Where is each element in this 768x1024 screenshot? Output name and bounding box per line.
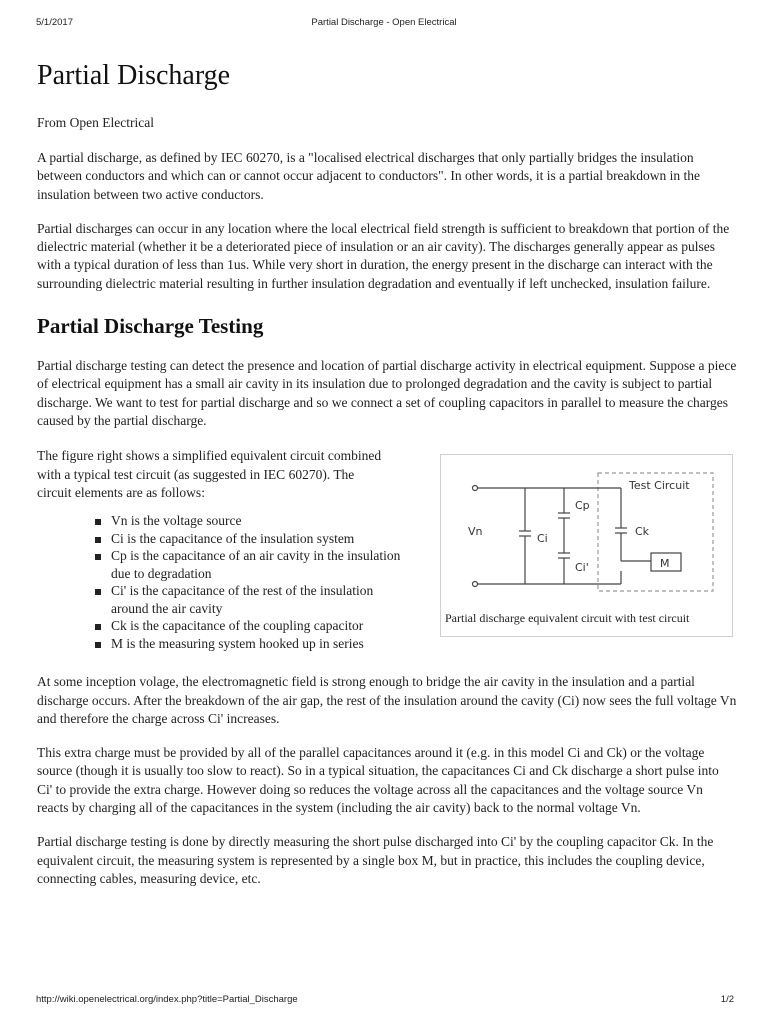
cp-label: Cp xyxy=(575,499,590,513)
list-item: Ck is the capacitance of the coupling capacitor xyxy=(95,617,407,635)
figure-caption: Partial discharge equivalent circuit with test circuit xyxy=(445,611,690,626)
circuit-elements-list xyxy=(37,512,407,652)
extra-charge-paragraph: This extra charge must be provided by all of the parallel capacitances around it (e.g. in this model Ci and Ck) or the voltage source (though it is usually too slow to react). So in a typical situation, the capacitances Ci and Ck discharge a short pulse into Ci' to provide the extra charge. However doing so reduces the voltage across all the capacitances and the voltage source Vn reacts by charging all of the capacitances in the system (including the air cavity) back to the normal voltage Vn. xyxy=(37,745,719,816)
section-heading: Partial Discharge Testing xyxy=(37,314,264,339)
page-title: Partial Discharge xyxy=(37,60,231,91)
list-item: M is the measuring system hooked up in series xyxy=(95,635,407,653)
top-terminal xyxy=(473,486,478,491)
list-item: Ci is the capacitance of the insulation system xyxy=(95,530,407,548)
figure-section xyxy=(37,447,737,673)
test-circuit-label: Test Circuit xyxy=(629,479,690,493)
ci-prime-label: Ci' xyxy=(575,561,589,575)
article-content xyxy=(37,58,737,888)
circuit-diagram xyxy=(441,455,730,610)
bottom-terminal xyxy=(473,582,478,587)
page-number: 1/2 xyxy=(720,994,734,1005)
testing-paragraph: Partial discharge testing can detect the presence and location of partial discharge activity in electrical equipment. Suppose a piece of electrical equipment has a small air cavity in its insulation due to prolonged degradation and the cavity is subject to partial discharge. We want to test for partial discharge and so we connect a set of coupling capacitors in parallel to measure the charges caused by the partial discharge. xyxy=(37,358,737,428)
site-subtitle: From Open Electrical xyxy=(37,115,154,130)
print-title: Partial Discharge - Open Electrical xyxy=(311,17,457,28)
vn-label: Vn xyxy=(468,525,483,539)
print-url: http://wiki.openelectrical.org/index.php?title=Partial_Discharge xyxy=(36,994,298,1005)
intro-paragraph-1: A partial discharge, as defined by IEC 60270, is a "localised electrical discharges that only partially bridges the insulation between conductors and which can or cannot occur adjacent to conductors". In other words, it is a partial breakdown in the insulation between two active conductors. xyxy=(37,150,701,202)
figure-intro-paragraph: The figure right shows a simplified equivalent circuit combined with a typical test circuit (as suggested in IEC 60270). The circuit elements are as follows: xyxy=(37,448,382,500)
figure-description xyxy=(37,447,407,652)
list-item: Ci' is the capacitance of the rest of the insulation around the air cavity xyxy=(95,582,407,617)
ci-label: Ci xyxy=(537,532,548,546)
m-label: M xyxy=(660,557,670,571)
print-date: 5/1/2017 xyxy=(36,17,73,28)
circuit-figure xyxy=(440,454,733,637)
measuring-paragraph: Partial discharge testing is done by directly measuring the short pulse discharged into Ci' by the coupling capacitor Ck. In the equivalent circuit, the measuring system is represented by a single box M, but in practice, this includes the coupling device, connecting cables, measuring device, etc. xyxy=(37,834,714,886)
inception-paragraph: At some inception volage, the electromagnetic field is strong enough to bridge the air cavity in the insulation and a partial discharge occurs. After the breakdown of the air gap, the rest of the insulation around the cavity (Ci) now sees the full voltage Vn and therefore the charge across Ci' increases. xyxy=(37,674,737,726)
list-item: Cp is the capacitance of an air cavity in the insulation due to degradation xyxy=(95,547,407,582)
intro-paragraph-2: Partial discharges can occur in any location where the local electrical field strength is sufficient to breakdown that portion of the dielectric material (whether it be a deteriorated piece of insulation or an air cavity). The discharges generally appear as pulses with a typical duration of less than 1us. While very short in duration, the energy present in the discharge can interact with the surrounding dielectric material resulting in further insulation degradation and eventually if left unchecked, insulation failure. xyxy=(37,220,730,291)
ck-label: Ck xyxy=(635,525,650,539)
list-item: Vn is the voltage source xyxy=(95,512,407,530)
